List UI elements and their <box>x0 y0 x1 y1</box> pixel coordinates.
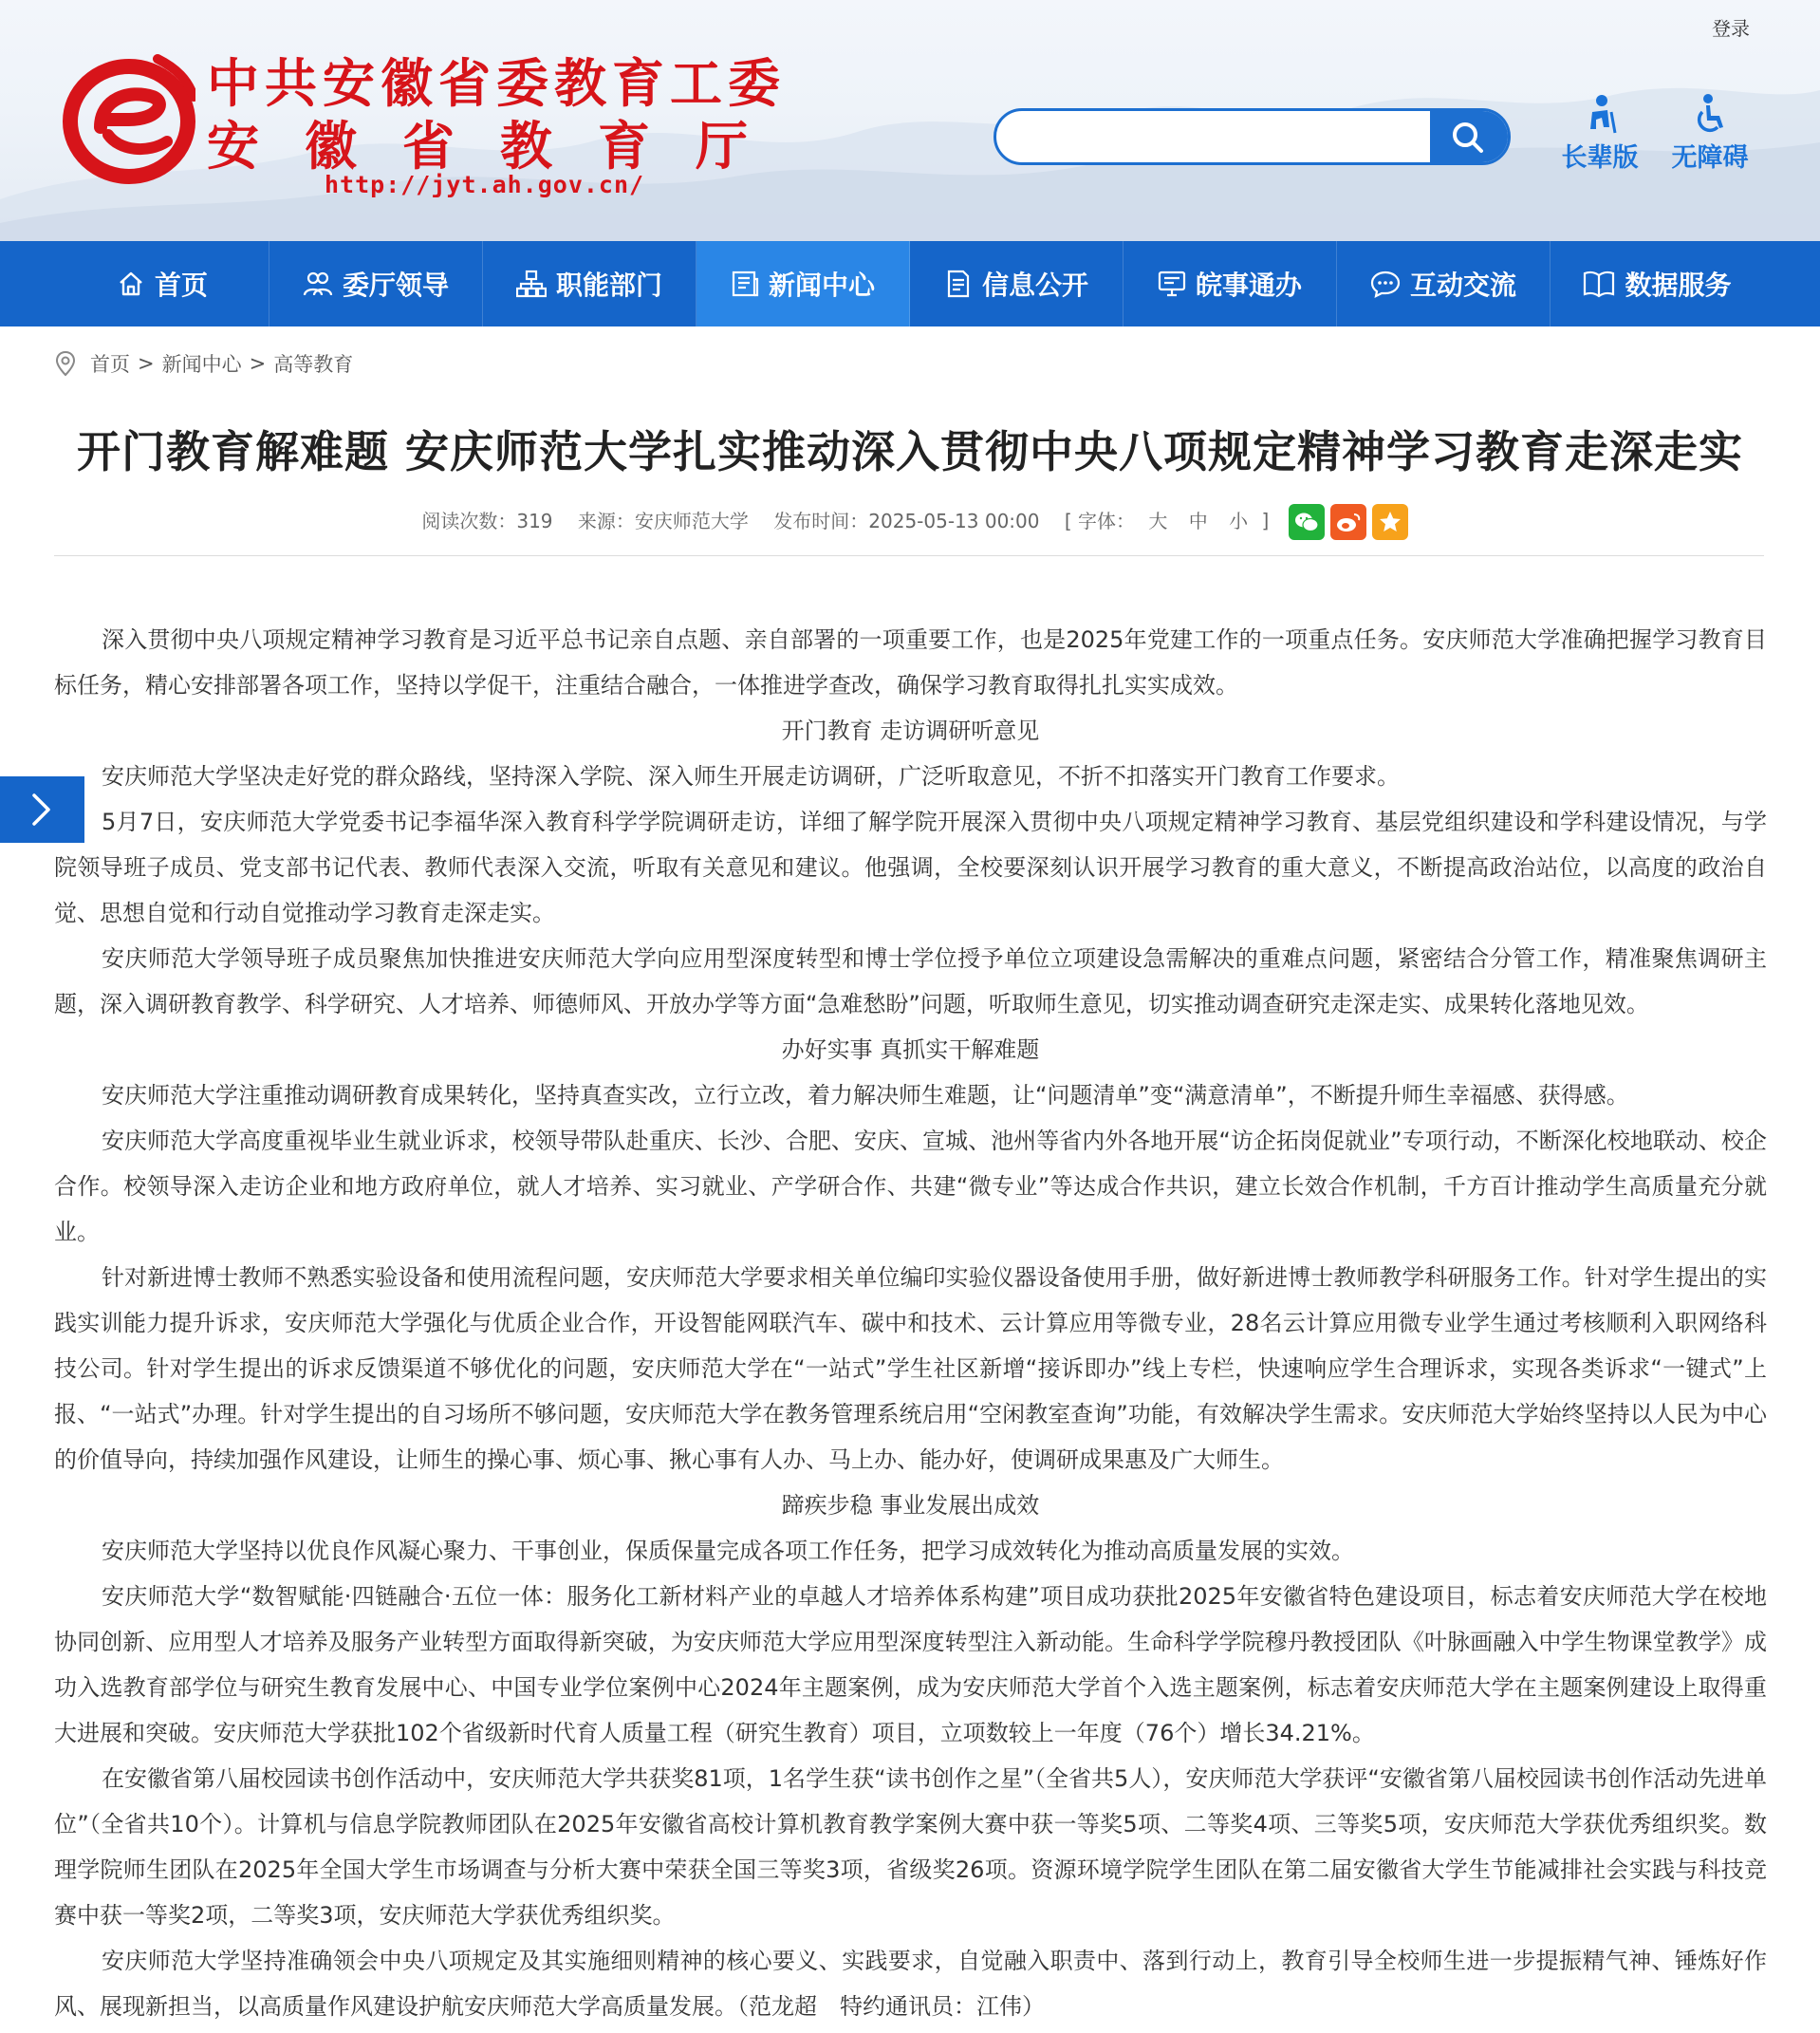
article-paragraph: 深入贯彻中央八项规定精神学习教育是习近平总书记亲自点题、亲自部署的一项重要工作，也是2025年党建工作的一项重点任务。安庆师范大学准确把握学习教育目标任务，精心安排部署各项工作，坚持以学促干，注重结合融合，一体推进学查改，确保学习教育取得扎扎实实成效。 <box>54 626 1767 699</box>
service-icon <box>1158 270 1186 298</box>
wheelchair-icon <box>1689 93 1731 135</box>
nav-item-home[interactable] <box>56 241 269 326</box>
article-paragraph: 安庆师范大学“数智赋能·四链融合·五位一体：服务化工新材料产业的卓越人才培养体系构建”项目成功获批2025年安徽省特色建设项目，标志着安庆师范大学在校地协同创新、应用型人才培养及服务产业转型方面取得新突破，为安庆师范大学应用型深度转型注入新动能。生命科学学院穆丹教授团队《叶脉画融入中学生物课堂教学》成功入选教育部学位与研究生教育发展中心、中国专业学位案例中心2024年主题案例，成为安庆师范大学首个入选主题案例，标志着安庆师范大学在主题案例建设上取得重大进展和突破。安庆师范大学获批102个省级新时代育人质量工程（研究生教育）项目，立项数较上一年度（76个）增长34.21%。 <box>54 1583 1767 1746</box>
accessibility-label: 无障碍 <box>1671 143 1749 173</box>
nav-item-data-service[interactable] <box>1551 241 1764 326</box>
share-buttons <box>1283 504 1408 540</box>
article-body <box>54 617 1767 2029</box>
search-box <box>994 108 1511 165</box>
elder-icon <box>1579 93 1621 135</box>
title-divider <box>54 555 1764 556</box>
location-pin-icon <box>54 350 77 377</box>
nav-item-services[interactable] <box>1124 241 1337 326</box>
logo-title-line1: 中共安徽省委教育工委 <box>207 52 787 114</box>
article-meta <box>0 504 1820 540</box>
org-icon <box>516 270 547 298</box>
font-size-medium-button[interactable]: 中 <box>1188 509 1208 532</box>
search-button[interactable] <box>1430 111 1508 162</box>
chat-icon <box>1370 270 1401 298</box>
breadcrumb-home[interactable]: 首页 <box>90 353 130 376</box>
article-paragraph: 安庆师范大学坚持准确领会中央八项规定及其实施细则精神的核心要义、实践要求，自觉融入职责中、落到行动上，教育引导全校师生进一步提振精气神、锤炼好作风、展现新担当，以高质量作风建设护航安庆师范大学高质量发展。（范龙超 特约通讯员：江伟） <box>54 1948 1767 2020</box>
wechat-icon <box>1293 511 1320 533</box>
article-title: 开门教育解难题 安庆师范大学扎实推动深入贯彻中央八项规定精神学习教育走深走实 <box>76 426 1743 477</box>
nav-item-departments[interactable] <box>483 241 696 326</box>
nav-label: 互动交流 <box>1409 270 1516 301</box>
breadcrumb-news-center[interactable]: 新闻中心 <box>161 353 242 376</box>
doc-icon <box>944 270 973 298</box>
breadcrumb-separator: > <box>249 352 267 375</box>
nav-label: 新闻中心 <box>768 270 875 301</box>
search-icon <box>1449 119 1487 157</box>
font-size-small-button[interactable]: 小 <box>1229 509 1249 532</box>
side-expand-button[interactable] <box>0 776 84 843</box>
elder-mode-button[interactable] <box>1552 93 1647 174</box>
article-paragraph: 在安徽省第八届校园读书创作活动中，安庆师范大学共获奖81项，1名学生获“读书创作之星”（全省共5人），安庆师范大学获评“安徽省第八届校园读书创作活动先进单位”（全省共10个）。计算机与信息学院教师团队在2025年安徽省高校计算机教育教学案例大赛中获一等奖5项、二等奖4项、三等奖5项，安庆师范大学获优秀组织奖。数理学院师生团队在2025年全国大学生市场调查与分析大赛中荣获全国三等奖3项，省级奖26项。资源环境学院学生团队在第二届安徽省大学生节能减排社会实践与科技竞赛中获一等奖2项，二等奖3项，安庆师范大学获优秀组织奖。 <box>54 1765 1767 1929</box>
nav-item-interaction[interactable] <box>1337 241 1551 326</box>
login-link[interactable]: 登录 <box>1712 17 1750 40</box>
elder-mode-label: 长辈版 <box>1561 143 1639 173</box>
font-size-label: [ 字体： <box>1064 509 1136 532</box>
section-subheading: 开门教育 走访调研听意见 <box>781 718 1040 744</box>
font-size-close-bracket: ] <box>1261 509 1270 532</box>
section-subheading: 蹄疾步稳 事业发展出成效 <box>781 1492 1040 1519</box>
article-paragraph: 安庆师范大学领导班子成员聚焦加快推进安庆师范大学向应用型深度转型和博士学位授予单位立项建设急需解决的重难点问题，紧密结合分管工作，精准聚焦调研主题，深入调研教育教学、科学研究、人才培养、师德师风、开放办学等方面“急难愁盼”问题，听取师生意见，切实推动调查研究走深走实、成果转化落地见效。 <box>54 945 1767 1017</box>
weibo-share-button[interactable] <box>1330 504 1366 540</box>
nav-label: 信息公开 <box>981 270 1088 301</box>
article-paragraph: 安庆师范大学坚决走好党的群众路线，坚持深入学院、深入师生开展走访调研，广泛听取意见，不折不扣落实开门教育工作要求。 <box>102 763 1400 790</box>
breadcrumb-higher-education[interactable]: 高等教育 <box>273 353 354 376</box>
e-logo-icon <box>63 51 195 184</box>
nav-label: 皖事通办 <box>1195 270 1302 301</box>
nav-item-info-disclosure[interactable] <box>910 241 1124 326</box>
nav-label: 职能部门 <box>555 270 662 301</box>
article-paragraph: 安庆师范大学注重推动调研教育成果转化，坚持真查实改，立行立改，着力解决师生难题，让“问题清单”变“满意清单”，不断提升师生幸福感、获得感。 <box>102 1082 1629 1109</box>
people-icon <box>303 270 333 298</box>
article-paragraph: 5月7日，安庆师范大学党委书记李福华深入教育科学学院调研走访，详细了解学院开展深入贯彻中央八项规定精神学习教育、基层党组织建设和学科建设情况，与学院领导班子成员、党支部书记代表、教师代表深入交流，听取有关意见和建议。他强调，全校要深刻认识开展学习教育的重大意义，不断提高政治站位，以高度的政治自觉、思想自觉和行动自觉推动学习教育走深走实。 <box>54 809 1767 926</box>
chevron-right-icon <box>28 793 55 827</box>
site-header <box>0 0 1820 241</box>
news-icon <box>731 270 759 298</box>
data-icon <box>1583 270 1615 298</box>
logo-title-line2: 安徽省教育厅 <box>207 115 794 177</box>
main-nav <box>0 241 1820 326</box>
nav-item-leaders[interactable] <box>269 241 483 326</box>
search-input[interactable] <box>996 111 1471 162</box>
breadcrumb <box>54 349 353 378</box>
article-paragraph: 安庆师范大学坚持以优良作风凝心聚力、干事创业，保质保量完成各项工作任务，把学习成效转化为推动高质量发展的实效。 <box>102 1538 1354 1564</box>
star-icon <box>1378 510 1402 534</box>
publish-time: 发布时间：2025-05-13 00:00 <box>773 509 1040 532</box>
accessibility-button[interactable] <box>1662 93 1757 174</box>
home-icon <box>117 270 145 298</box>
article-paragraph: 针对新进博士教师不熟悉实验设备和使用流程问题，安庆师范大学要求相关单位编印实验仪器设备使用手册，做好新进博士教师教学科研服务工作。针对学生提出的实践实训能力提升诉求，安庆师范大学强化与优质企业合作，开设智能网联汽车、碳中和技术、云计算应用等微专业，28名云计算应用微专业学生通过考核顺利入职网络科技公司。针对学生提出的诉求反馈渠道不够优化的问题，安庆师范大学在“一站式”学生社区新增“接诉即办”线上专栏，快速响应学生合理诉求，实现各类诉求“一键式”上报、“一站式”办理。针对学生提出的自习场所不够问题，安庆师范大学在教务管理系统启用“空闲教室查询”功能，有效解决学生需求。安庆师范大学始终坚持以人民为中心的价值导向，持续加强作风建设，让师生的操心事、烦心事、揪心事有人办、马上办、能办好，使调研成果惠及广大师生。 <box>54 1264 1767 1473</box>
nav-label: 数据服务 <box>1625 270 1732 301</box>
nav-label: 首页 <box>154 270 208 301</box>
favorite-button[interactable] <box>1372 504 1408 540</box>
nav-item-news[interactable] <box>696 241 910 326</box>
weibo-icon <box>1335 511 1362 533</box>
font-size-large-button[interactable]: 大 <box>1148 509 1168 532</box>
logo-url: http://jyt.ah.gov.cn/ <box>325 171 645 198</box>
section-subheading: 办好实事 真抓实干解难题 <box>781 1036 1040 1063</box>
nav-label: 委厅领导 <box>342 270 449 301</box>
wechat-share-button[interactable] <box>1289 504 1325 540</box>
article-source: 来源：安庆师范大学 <box>577 509 749 532</box>
read-count: 阅读次数：319 <box>421 509 553 532</box>
breadcrumb-separator: > <box>138 352 155 375</box>
article-paragraph: 安庆师范大学高度重视毕业生就业诉求，校领导带队赴重庆、长沙、合肥、安庆、宣城、池州等省内外各地开展“访企拓岗促就业”专项行动，不断深化校地联动、校企合作。校领导深入走访企业和地方政府单位，就人才培养、实习就业、产学研合作、共建“微专业”等达成合作共识，建立长效合作机制，千方百计推动学生高质量充分就业。 <box>54 1128 1767 1245</box>
